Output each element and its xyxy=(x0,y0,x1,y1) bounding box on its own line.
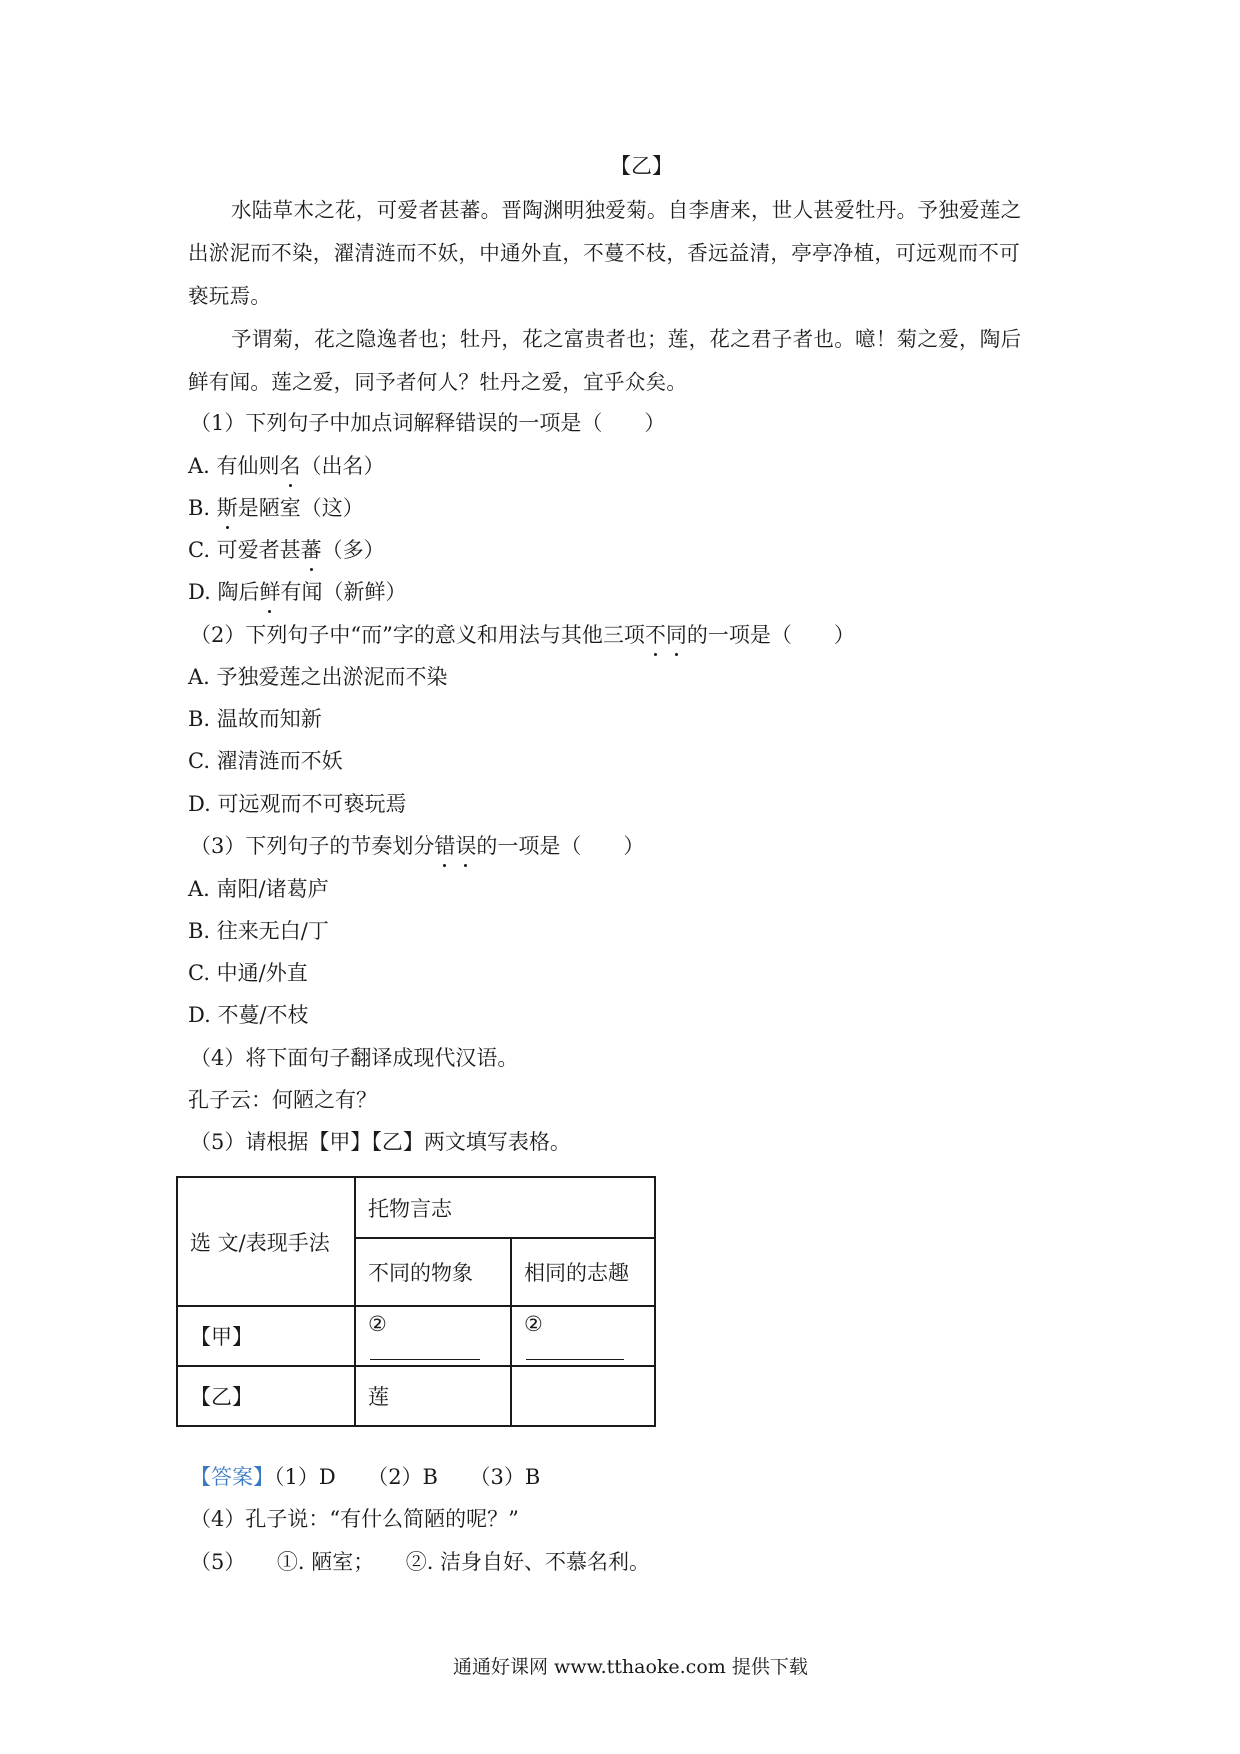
question-5-stem: （5）请根据【甲】【乙】两文填写表格。 xyxy=(190,1130,571,1154)
page-footer: 通通好课网 www.tthaoke.com 提供下载 xyxy=(453,1656,808,1678)
question-1-option-c xyxy=(188,534,385,564)
stem-text: （3）下列句子的节奏划分 xyxy=(190,834,435,858)
table-method-cell: 托物言志 xyxy=(355,1177,655,1238)
question-3-stem xyxy=(190,830,644,860)
dotted-word: 蕃 xyxy=(301,534,322,564)
table-col-object: 不同的物象 xyxy=(355,1238,511,1306)
answer-line-3: （5） ①. 陋室； ②. 洁身自好、不慕名利。 xyxy=(190,1550,651,1574)
blank-number: ② xyxy=(368,1312,387,1336)
option-text: 有闻（新鲜） xyxy=(280,580,407,604)
stem-text: （2）下列句子中“而”字的意义和用法与其他三项 xyxy=(190,623,645,647)
question-3-option-c: C. 中通/外直 xyxy=(188,961,308,985)
option-text: D. 陶后 xyxy=(188,580,260,604)
option-text: （多） xyxy=(321,538,385,562)
option-text: C. 可爱者甚 xyxy=(188,538,301,562)
question-2-option-d: D. 可远观而不可亵玩焉 xyxy=(188,792,407,816)
option-text: 是陋室（这） xyxy=(237,496,364,520)
table-row xyxy=(177,1366,655,1426)
table-yi-aim xyxy=(511,1366,655,1426)
passage-line: 出淤泥而不染，濯清涟而不妖，中通外直，不蔓不枝，香远益清，亭亭净植，可远观而不可 xyxy=(188,241,1020,265)
blank-number: ② xyxy=(524,1312,543,1336)
table-header-cell: 选 文/表现手法 xyxy=(177,1177,355,1306)
option-text: （出名） xyxy=(300,454,385,478)
question-1-stem: （1）下列句子中加点词解释错误的一项是（ ） xyxy=(190,411,666,435)
option-text: A. 有仙则 xyxy=(188,454,280,478)
question-4-stem: （4）将下面句子翻译成现代汉语。 xyxy=(190,1046,519,1070)
question-3-option-b: B. 往来无白/丁 xyxy=(188,919,329,943)
question-3-option-d: D. 不蔓/不枝 xyxy=(188,1003,309,1027)
answer-blank[interactable] xyxy=(370,1339,480,1360)
question-2-option-c: C. 濯清涟而不妖 xyxy=(188,749,343,773)
option-text: B. xyxy=(188,496,217,520)
answer-line-2: （4）孔子说：“有什么简陋的呢？” xyxy=(190,1507,519,1531)
question-2-option-a: A. 予独爱莲之出淤泥而不染 xyxy=(188,665,448,689)
question-3-option-a: A. 南阳/诸葛庐 xyxy=(188,877,329,901)
passage-line: 亵玩焉。 xyxy=(188,284,272,308)
table-jia-object xyxy=(355,1306,511,1366)
section-heading: 【乙】 xyxy=(610,154,673,178)
table-row-jia-label: 【甲】 xyxy=(177,1306,355,1366)
stem-text: 的一项是（ ） xyxy=(686,623,855,647)
dotted-word: 错 xyxy=(434,830,455,860)
dotted-word: 同 xyxy=(666,619,687,649)
table-jia-aim xyxy=(511,1306,655,1366)
dotted-word: 名 xyxy=(280,450,301,480)
table-yi-object: 莲 xyxy=(355,1366,511,1426)
table-row xyxy=(177,1306,655,1366)
dotted-word: 误 xyxy=(455,830,476,860)
question-1-option-a xyxy=(188,450,385,480)
passage-line: 鲜有闻。莲之爱，同予者何人？牡丹之爱，宜乎众矣。 xyxy=(188,370,688,394)
dotted-word: 不 xyxy=(645,619,666,649)
fill-in-table xyxy=(176,1176,656,1427)
table-row-yi-label: 【乙】 xyxy=(177,1366,355,1426)
stem-text: 的一项是（ ） xyxy=(476,834,645,858)
answer-blank[interactable] xyxy=(526,1339,624,1360)
question-2-option-b: B. 温故而知新 xyxy=(188,707,322,731)
question-1-option-b xyxy=(188,492,364,522)
passage-line: 水陆草木之花，可爱者甚蕃。晋陶渊明独爱菊。自李唐来，世人甚爱牡丹。予独爱莲之 xyxy=(231,198,1022,222)
question-4-sentence: 孔子云：何陋之有？ xyxy=(188,1088,377,1112)
dotted-word: 斯 xyxy=(217,492,238,522)
question-1-option-d xyxy=(188,576,406,606)
answer-label: 【答案】 xyxy=(190,1465,274,1489)
answer-line-1 xyxy=(190,1461,540,1491)
table-col-aim: 相同的志趣 xyxy=(511,1238,655,1306)
question-2-stem xyxy=(190,619,855,649)
answer-text: （1）D （2）B （3）B xyxy=(274,1465,541,1489)
dotted-word: 鲜 xyxy=(259,576,280,606)
passage-line: 予谓菊，花之隐逸者也；牡丹，花之富贵者也；莲，花之君子者也。噫！菊之爱，陶后 xyxy=(231,327,1022,351)
